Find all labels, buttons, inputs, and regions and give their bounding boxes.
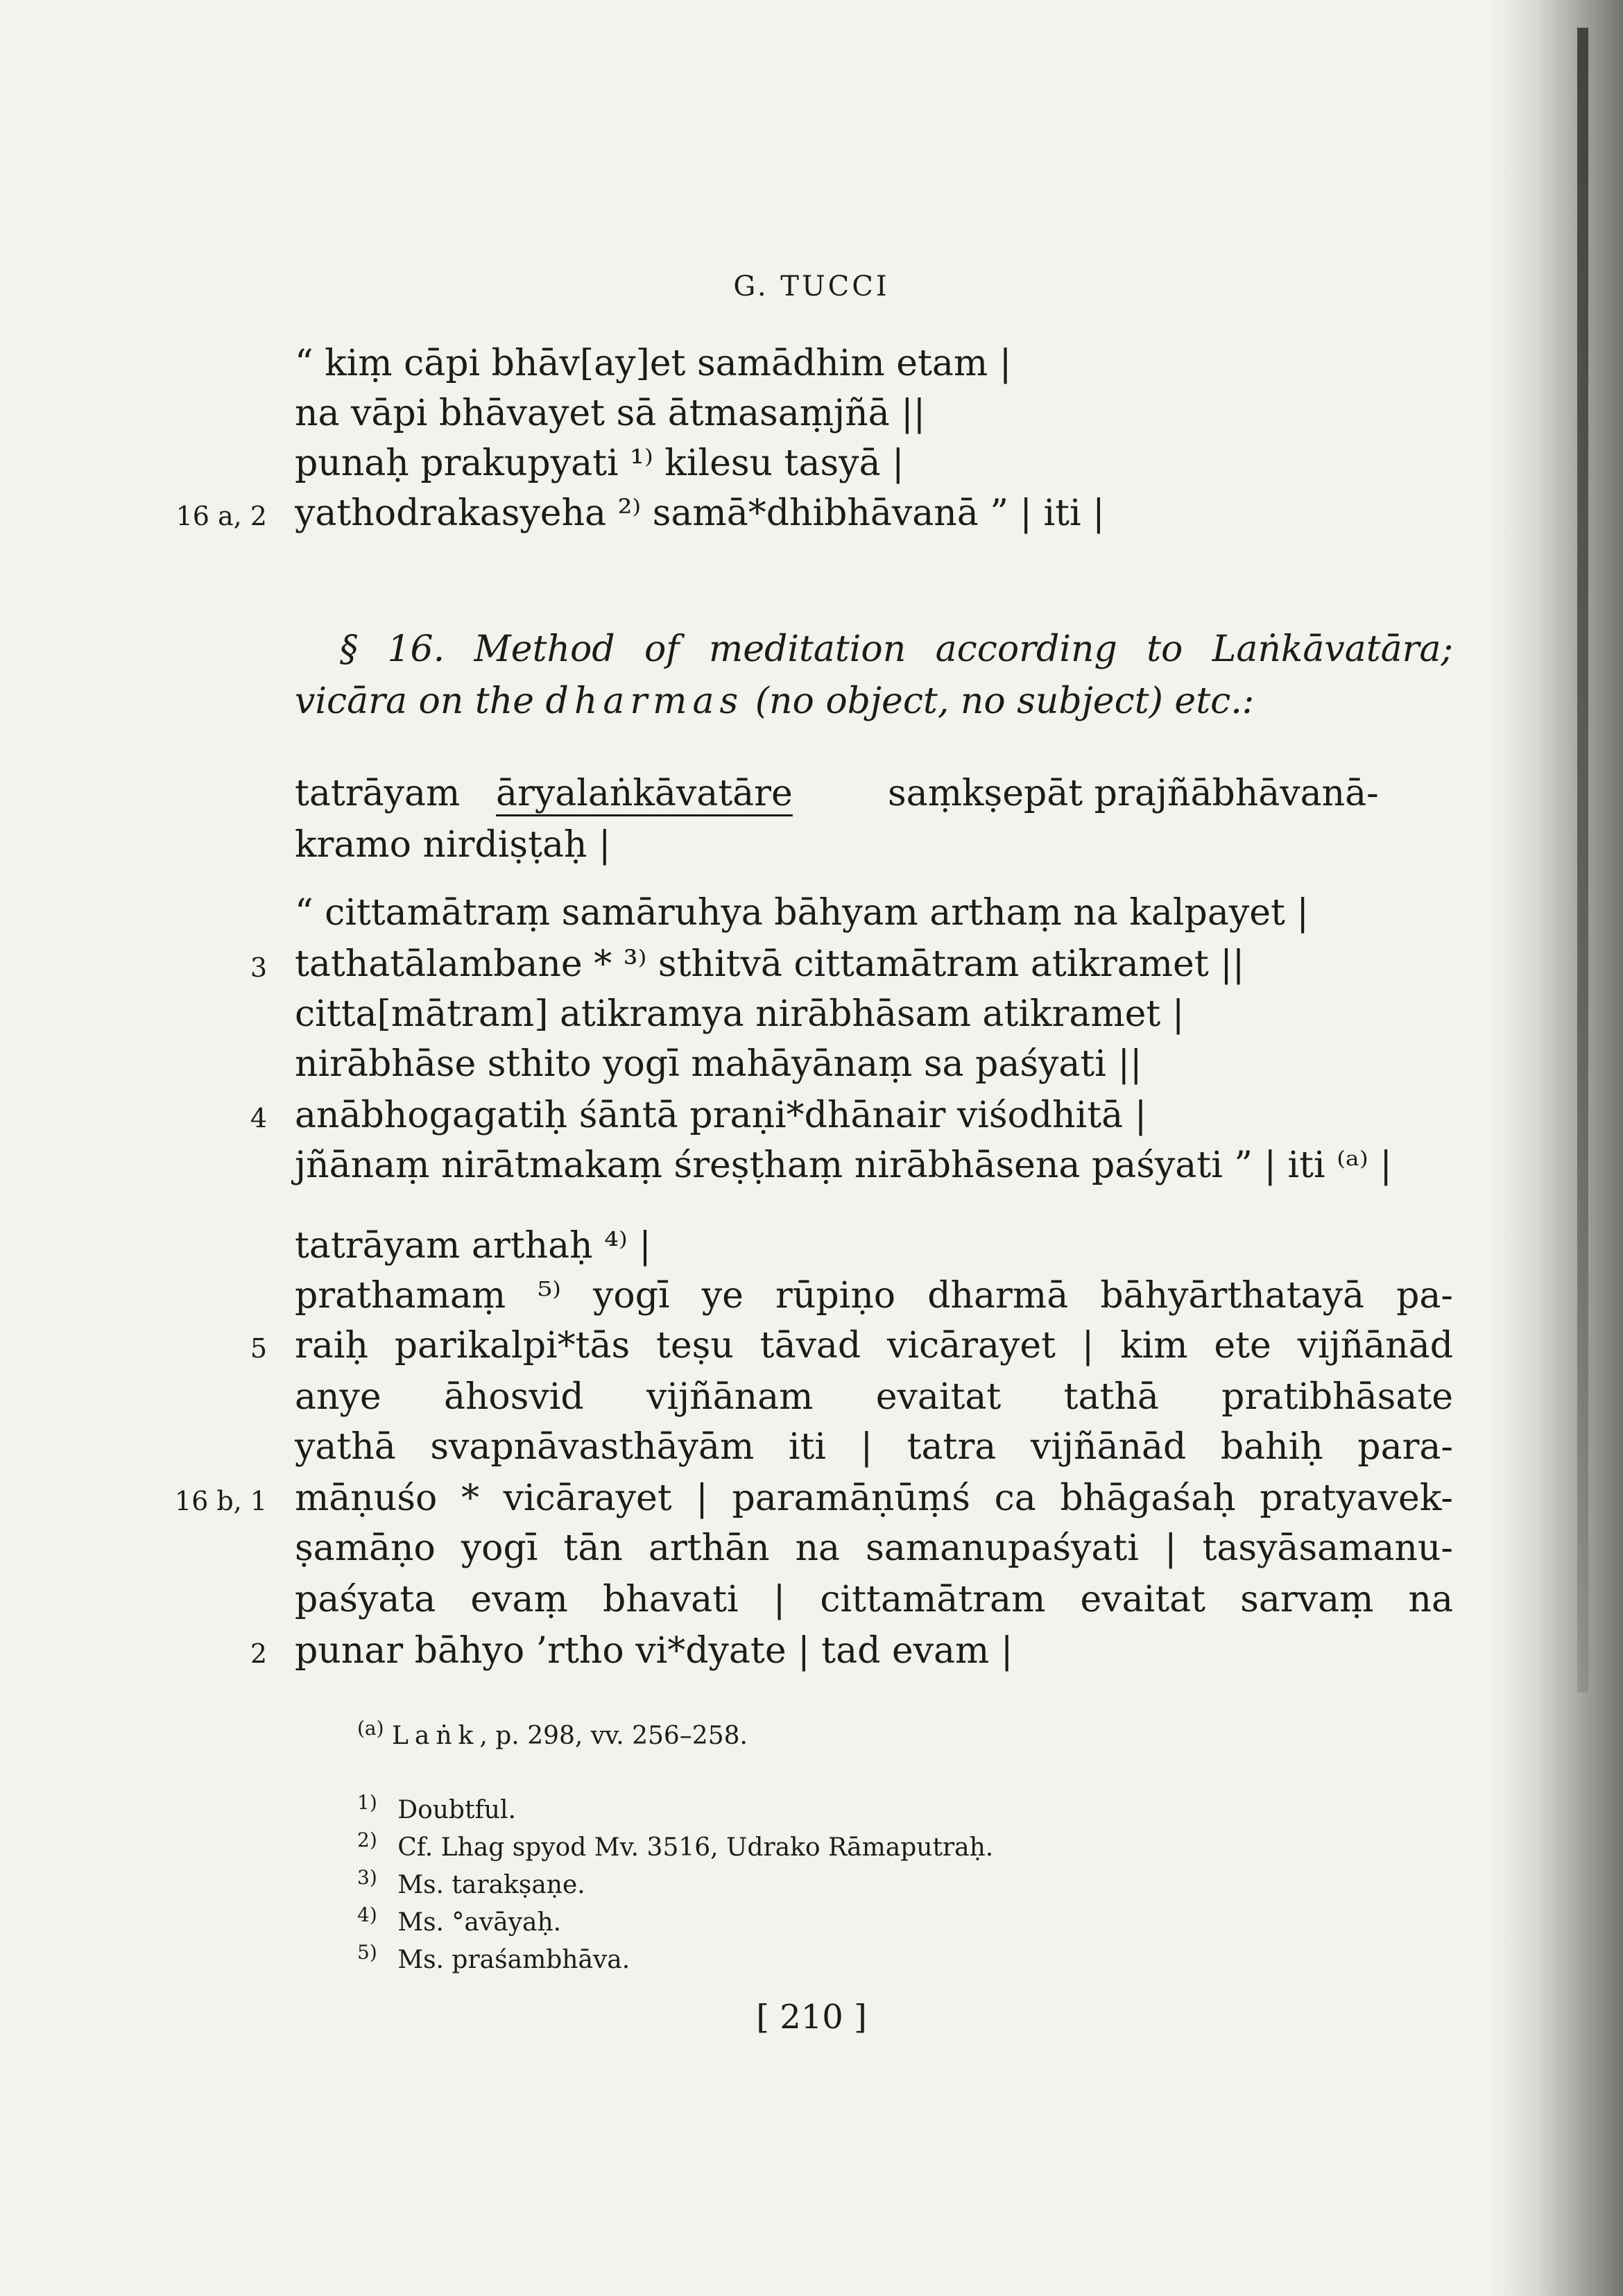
footnote-mark: 2) xyxy=(357,1828,377,1851)
verse1-line-2: na vāpi bhāvayet sā ātmasaṃjñā || xyxy=(295,393,926,434)
verse1-line-3: punaḥ prakupyati ¹⁾ kilesu tasyā | xyxy=(295,443,904,484)
footnote-4 xyxy=(357,1903,561,1937)
footnote-a-source: Laṅk xyxy=(392,1722,480,1750)
footnote-mark: 1) xyxy=(357,1791,377,1814)
prose-line-1: tatrāyam arthaḥ ⁴⁾ | xyxy=(295,1225,651,1267)
margin-ref-4: 4 xyxy=(250,1103,267,1133)
footnote-text: Cf. Lhag spyod Mv. 3516, Udrako Rāmaputraḥ. xyxy=(397,1833,994,1862)
prose-line-5: yathā svapnāvasthāyām iti | tatra vijñānād bahiḥ para- xyxy=(295,1426,1453,1468)
intro-line-2: kramo nirdiṣṭaḥ | xyxy=(295,824,611,866)
intro-word-tatrayam: tatrāyam xyxy=(295,773,461,814)
footnote-mark: 4) xyxy=(357,1903,377,1926)
prose-line-7: ṣamāṇo yogī tān arthān na samanupaśyati | tasyāsamanu- xyxy=(295,1527,1453,1569)
footnote-mark: 5) xyxy=(357,1941,377,1964)
section-heading-line-2 xyxy=(295,680,1453,722)
verse2-line-5: anābhogagatiḥ śāntā praṇi*dhānair viśodhitā | xyxy=(295,1095,1147,1136)
prose-line-6: māṇuśo * vicārayet | paramāṇūṃś ca bhāgaśaḥ pratyavek- xyxy=(295,1477,1453,1519)
heading-part-1: vicāra on the xyxy=(295,680,546,722)
margin-ref-16a2: 16 a, 2 xyxy=(175,501,267,531)
margin-ref-2: 2 xyxy=(250,1638,267,1669)
verse2-line-6: jñānaṃ nirātmakaṃ śreṣṭhaṃ nirābhāsena paśyati ” | iti ⁽ᵃ⁾ | xyxy=(295,1145,1392,1186)
intro-line-1 xyxy=(295,773,1453,814)
footnote-text: Ms. tarakṣaṇe. xyxy=(397,1871,585,1899)
margin-ref-16b1: 16 b, 1 xyxy=(174,1486,267,1516)
prose-line-9: punar bāhyo ’rtho vi*dyate | tad evam | xyxy=(295,1630,1013,1672)
footnote-a-mark: (a) xyxy=(357,1717,384,1740)
verse2-line-1: “ cittamātraṃ samāruhya bāhyam arthaṃ na kalpayet | xyxy=(295,892,1309,934)
verse1-line-4: yathodrakasyeha ²⁾ samā*dhibhāvanā ” | iti | xyxy=(295,492,1105,534)
footnote-5 xyxy=(357,1941,630,1974)
heading-dharmas: dharmas xyxy=(545,680,744,722)
intro-source-title: āryalaṅkāvatāre xyxy=(496,776,793,816)
verse1-line-1: “ kiṃ cāpi bhāv[ay]et samādhim etam | xyxy=(295,343,1012,384)
footnote-mark: 3) xyxy=(357,1866,377,1889)
intro-rest: saṃkṣepāt prajñābhāvanā- xyxy=(888,773,1379,814)
footnote-text: Ms. praśambhāva. xyxy=(397,1946,630,1974)
verse2-line-4: nirābhāse sthito yogī mahāyānaṃ sa paśyati || xyxy=(295,1043,1142,1085)
verse2-line-2: tathatālambane * ³⁾ sthitvā cittamātram atikramet || xyxy=(295,943,1245,985)
section-heading-line-1: § 16. Method of meditation according to Laṅkāvatāra; xyxy=(340,628,1453,670)
footnote-1 xyxy=(357,1791,516,1824)
footnote-text: Ms. °avāyaḥ. xyxy=(397,1908,562,1937)
footnote-text: Doubtful. xyxy=(397,1796,516,1824)
footnote-a-ref: , p. 298, vv. 256–258. xyxy=(479,1722,748,1750)
prose-line-3: raiḥ parikalpi*tās teṣu tāvad vicārayet | kim ete vijñānād xyxy=(295,1325,1453,1367)
footnote-2 xyxy=(357,1828,993,1862)
margin-ref-5: 5 xyxy=(250,1333,267,1364)
margin-ref-3: 3 xyxy=(250,952,267,983)
prose-line-4: anye āhosvid vijñānam evaitat tathā pratibhāsate xyxy=(295,1376,1453,1418)
heading-part-3: (no object, no subject) etc.: xyxy=(744,680,1255,722)
footnote-a xyxy=(357,1717,748,1750)
page-number: [ 210 ] xyxy=(756,1998,867,2037)
footnote-3 xyxy=(357,1866,585,1899)
verse2-line-3: citta[mātram] atikramya nirābhāsam atikramet | xyxy=(295,993,1185,1035)
prose-line-2: prathamaṃ ⁵⁾ yogī ye rūpiṇo dharmā bāhyārthatayā pa- xyxy=(295,1275,1453,1317)
page-edge-shadow xyxy=(1491,0,1623,2296)
running-header: G. TUCCI xyxy=(733,271,890,302)
prose-line-8: paśyata evaṃ bhavati | cittamātram evaitat sarvaṃ na xyxy=(295,1579,1453,1620)
